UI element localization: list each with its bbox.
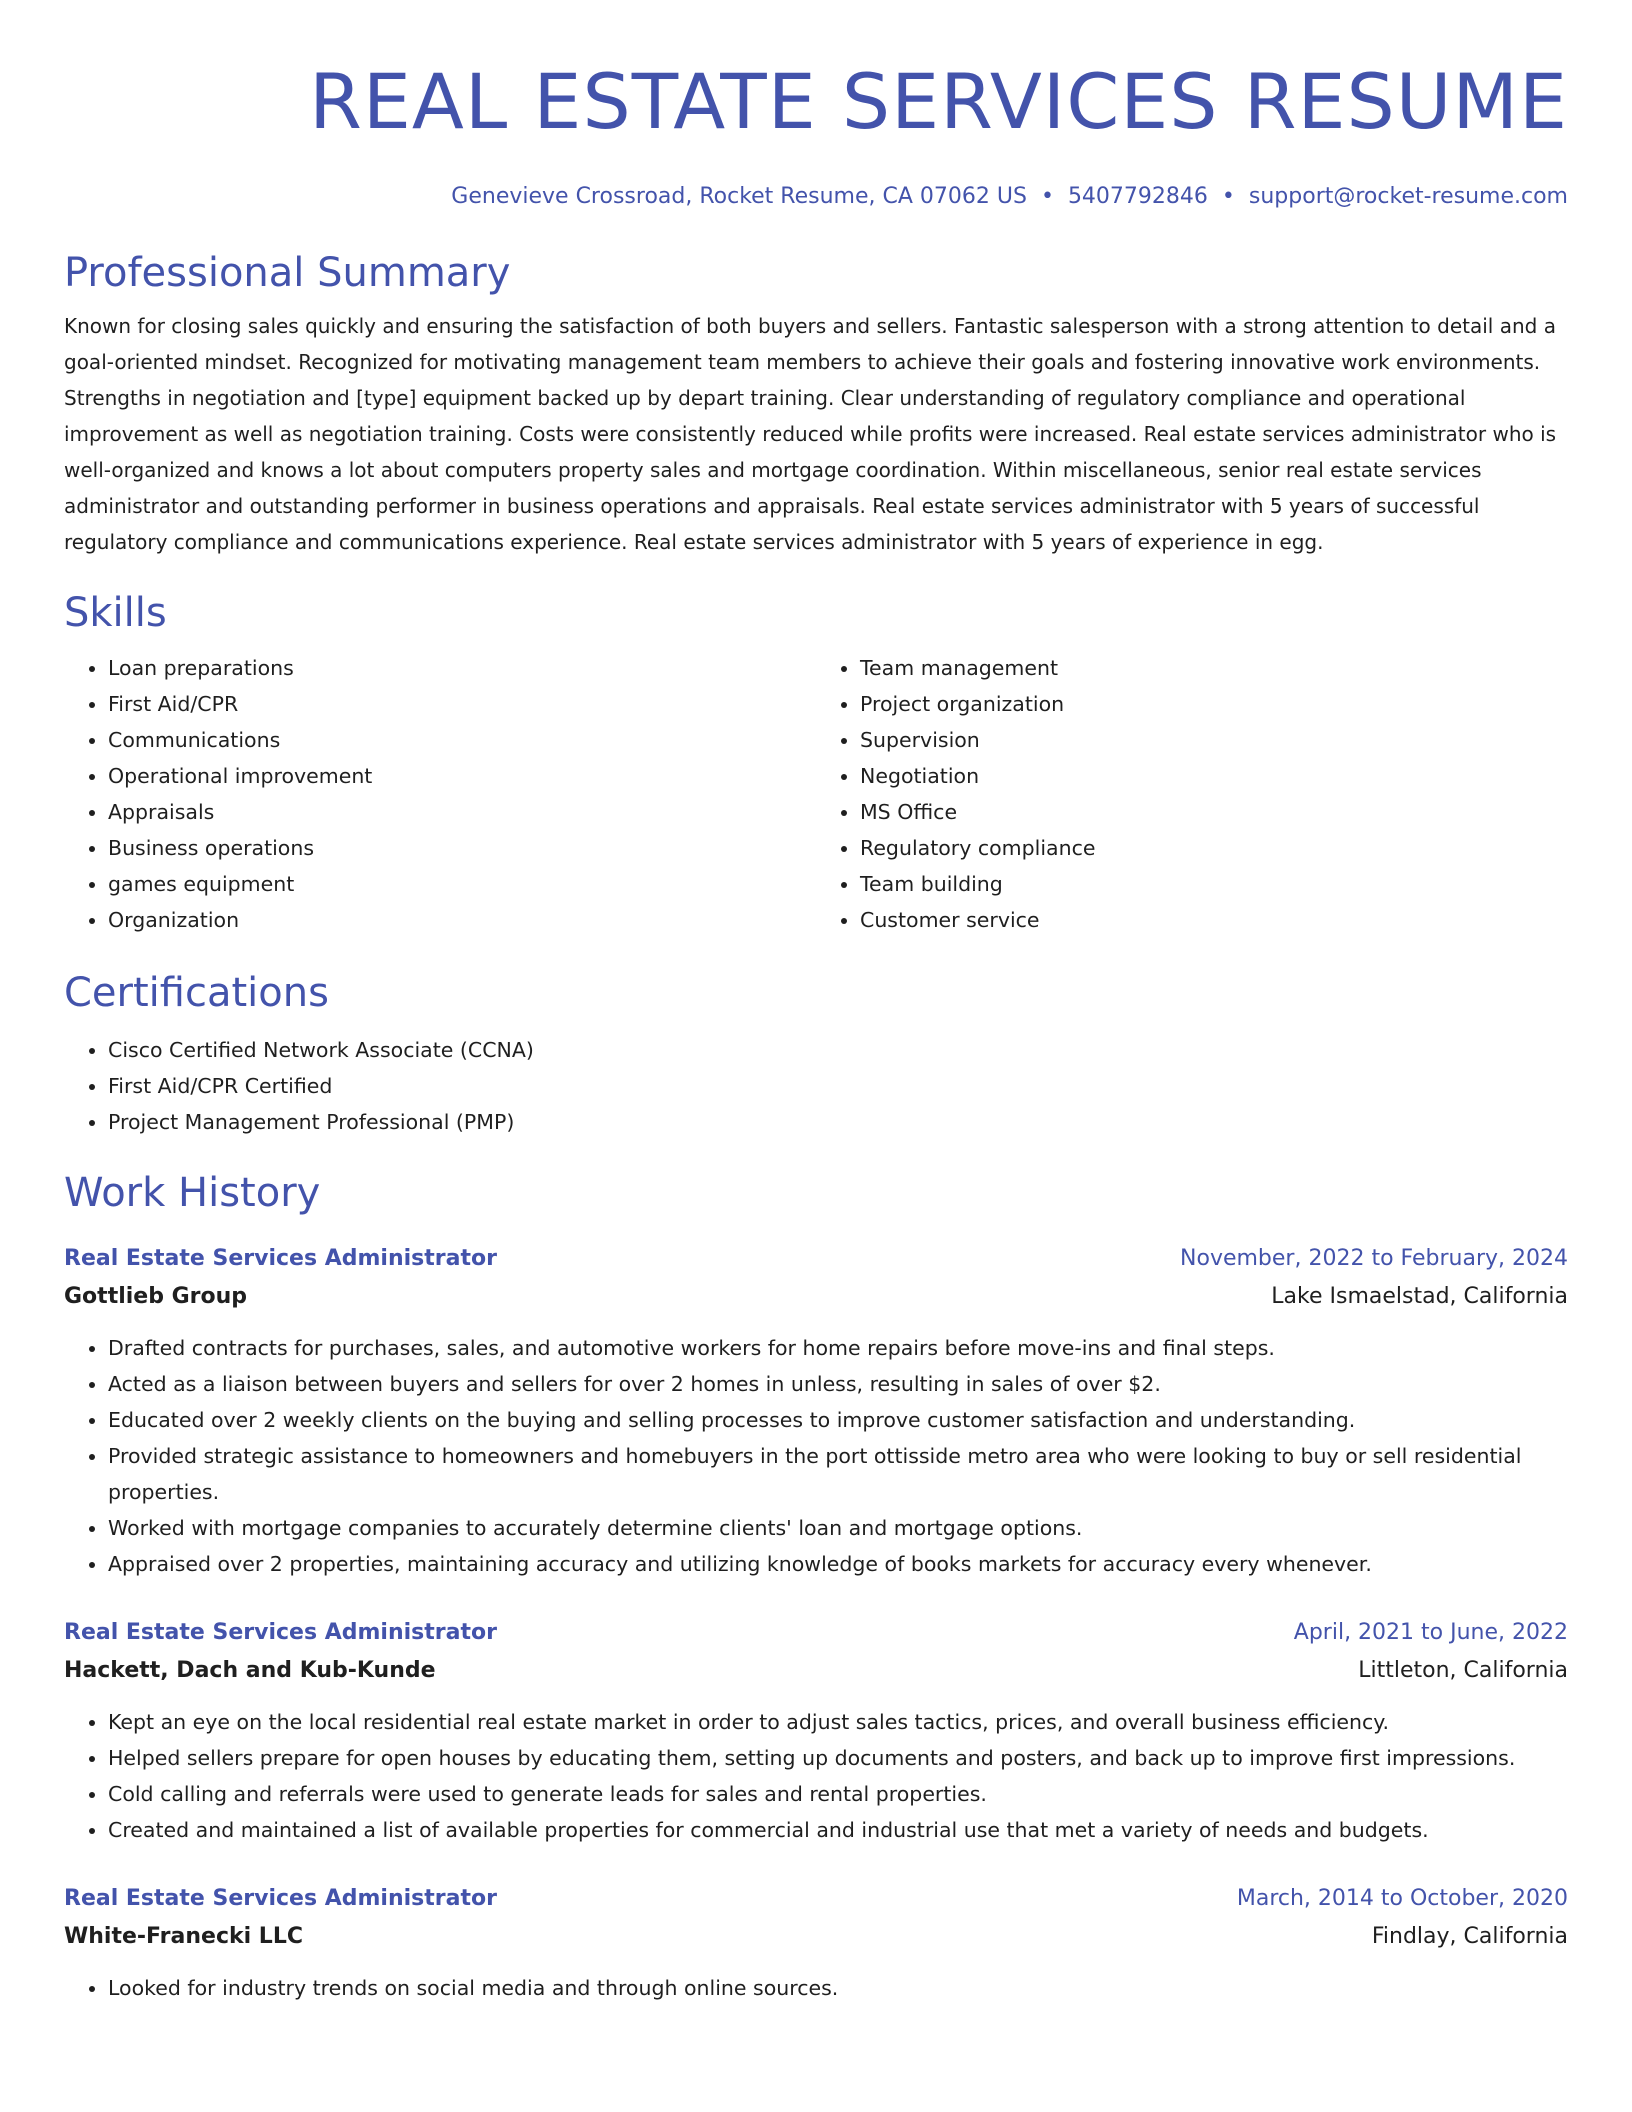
job-duty: • Cold calling and referrals were used to generate leads for sales and rental properties. (108, 1776, 1568, 1812)
job-dates: March, 2014 to October, 2020 (1236, 1886, 1568, 1911)
skill-item: • Loan preparations (108, 650, 816, 686)
skill-item: • Appraisals (108, 794, 816, 830)
job-duty: • Drafted contracts for purchases, sales, and automotive workers for home repairs before move-ins and final steps. (108, 1330, 1568, 1366)
skill-item: • Supervision (860, 722, 1568, 758)
certifications-list (64, 1032, 1568, 1140)
job-duties-list (64, 1704, 1568, 1848)
job-duty: • Created and maintained a list of available properties for commercial and industrial use that met a variety of needs and budgets. (108, 1812, 1568, 1848)
resume-title: REAL ESTATE SERVICES RESUME (309, 57, 1568, 146)
job-company: Hackett, Dach and Kub-Kunde (64, 1658, 436, 1683)
contact-phone: 5407792846 (1067, 184, 1208, 209)
job-title: Real Estate Services Administrator (64, 1246, 497, 1271)
job-duty: • Acted as a liaison between buyers and sellers for over 2 homes in unless, resulting in sales of over $2. (108, 1366, 1568, 1402)
job-dates: April, 2021 to June, 2022 (1293, 1620, 1568, 1645)
job-entry (64, 1880, 1568, 2006)
job-duties-list (64, 1330, 1568, 1582)
job-duty: • Appraised over 2 properties, maintaining accuracy and utilizing knowledge of books markets for accuracy every whenever. (108, 1546, 1568, 1582)
skill-item: • Organization (108, 902, 816, 938)
job-duty: • Looked for industry trends on social media and through online sources. (108, 1970, 1568, 2006)
job-entry (64, 1240, 1568, 1582)
skill-item: • Project organization (860, 686, 1568, 722)
certification-item: • Project Management Professional (PMP) (108, 1104, 1568, 1140)
summary-heading: Professional Summary (64, 250, 511, 296)
skills-left-column (64, 650, 816, 938)
job-duty: • Kept an eye on the local residential real estate market in order to adjust sales tactics, prices, and overall business efficiency. (108, 1704, 1568, 1740)
skill-item: • games equipment (108, 866, 816, 902)
skills-list (64, 650, 1568, 938)
skill-item: • Regulatory compliance (860, 830, 1568, 866)
contact-separator: • (1040, 184, 1054, 209)
certification-item: • First Aid/CPR Certified (108, 1068, 1568, 1104)
certification-item: • Cisco Certified Network Associate (CCNA) (108, 1032, 1568, 1068)
skill-item: • Customer service (860, 902, 1568, 938)
contact-email: support@rocket-resume.com (1248, 184, 1568, 209)
contact-line (64, 182, 1568, 212)
job-entry (64, 1614, 1568, 1848)
skills-right-column (816, 650, 1568, 938)
skill-item: • Team management (860, 650, 1568, 686)
contact-address: Genevieve Crossroad, Rocket Resume, CA 07062 US (451, 184, 1027, 209)
job-company: Gottlieb Group (64, 1284, 248, 1309)
job-location: Littleton, California (1358, 1658, 1568, 1683)
job-dates: November, 2022 to February, 2024 (1180, 1246, 1568, 1271)
skill-item: • Business operations (108, 830, 816, 866)
job-duty: • Provided strategic assistance to homeowners and homebuyers in the port ottisside metro area who were looking to buy or sell residential properties. (108, 1438, 1568, 1510)
skill-item: • Negotiation (860, 758, 1568, 794)
skill-item: • Communications (108, 722, 816, 758)
job-location: Findlay, California (1371, 1924, 1568, 1949)
job-duties-list (64, 1970, 1568, 2006)
certifications-heading: Certifications (64, 970, 329, 1016)
work-history-heading: Work History (64, 1170, 321, 1216)
summary-text: Known for closing sales quickly and ensuring the satisfaction of both buyers and sellers. Fantastic salesperson with a strong attention to detail and a goal-oriented mindset. Recognized for motivating management team members to achieve their goals and fostering innovative work environments. Strengths in negotiation and [type] equipment backed up by depart training. Clear understanding of regulatory compliance and operational improvement as well as negotiation training. Costs were consistently reduced while profits were increased. Real estate services administrator who is well-organized and knows a lot about computers property sales and mortgage coordination. Within miscellaneous, senior real estate services administrator and outstanding performer in business operations and appraisals. Real estate services administrator with 5 years of successful regulatory compliance and communications experience. Real estate services administrator with 5 years of experience in egg. (64, 314, 1557, 554)
skill-item: • MS Office (860, 794, 1568, 830)
skill-item: • Operational improvement (108, 758, 816, 794)
skills-heading: Skills (64, 590, 167, 636)
job-duty: • Worked with mortgage companies to accurately determine clients' loan and mortgage options. (108, 1510, 1568, 1546)
job-title: Real Estate Services Administrator (64, 1620, 497, 1645)
job-duty: • Helped sellers prepare for open houses by educating them, setting up documents and posters, and back up to improve first impressions. (108, 1740, 1568, 1776)
contact-separator: • (1221, 184, 1235, 209)
job-title: Real Estate Services Administrator (64, 1886, 497, 1911)
job-duty: • Educated over 2 weekly clients on the buying and selling processes to improve customer satisfaction and understanding. (108, 1402, 1568, 1438)
skill-item: • Team building (860, 866, 1568, 902)
skill-item: • First Aid/CPR (108, 686, 816, 722)
job-company: White-Franecki LLC (64, 1924, 303, 1949)
job-location: Lake Ismaelstad, California (1271, 1284, 1568, 1309)
